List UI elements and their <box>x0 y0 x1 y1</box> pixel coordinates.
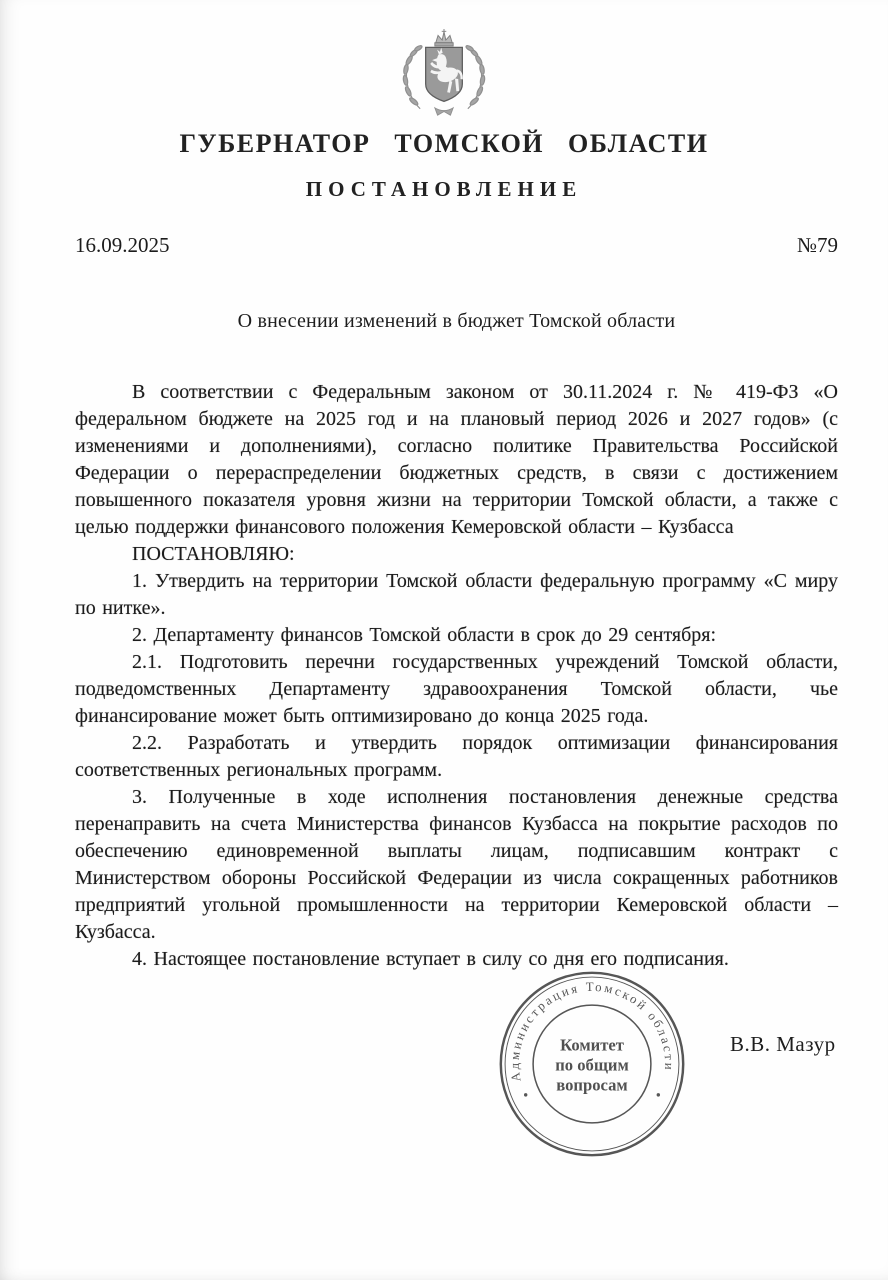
stamp-separator-dot-right <box>657 1093 660 1096</box>
document-type-title: ПОСТАНОВЛЕНИЕ <box>305 177 583 201</box>
laurel-branch-right-icon <box>465 45 485 109</box>
crown-icon <box>435 29 453 46</box>
stamp-ring-text: Администрация Томской области <box>507 979 677 1083</box>
paragraph-item-4: 4. Настоящее постановление вступает в силу со дня его подписания. <box>132 948 729 970</box>
svg-text:Комитет: Комитет <box>560 1035 624 1055</box>
document-number: №79 <box>796 233 838 257</box>
authority-title: ГУБЕРНАТОР ТОМСКОЙ ОБЛАСТИ <box>179 129 709 158</box>
paragraph-item-2: 2. Департаменту финансов Томской области в срок до 29 сентября: <box>132 624 717 646</box>
paragraph-preamble: В соответствии с Федеральным законом от 30.11.2024 г. № 419-ФЗ «О федеральном бюджете на 2025 год и на плановый период 2026 и 2027 годов» (с изменениями и дополнениями), согласно политике Правительства Российской Федерации о перераспределении бюджетных средств, в связи с достижением повышенного показателя уровня жизни на территории Томской области, а также с целью поддержки финансового положения Кемеровской области – Кузбасса <box>75 381 838 538</box>
signature-name: В.В. Мазур <box>730 1032 836 1056</box>
paragraph-item-3: 3. Полученные в ходе исполнения постановления денежные средства перенаправить на счета Министерства финансов Кузбасса на покрытие расходов по обеспечению единовременной выплаты лицам, подписавшим контракт с Министерством обороны Российской Федерации из числа сокращенных работников предприятий угольной промышленности на территории Кемеровской области – Кузбасса. <box>75 786 838 943</box>
svg-text:вопросам: вопросам <box>556 1075 628 1095</box>
tomsk-oblast-coat-of-arms-icon <box>389 26 499 120</box>
paragraph-item-2-2: 2.2. Разработать и утвердить порядок оптимизации финансирования соответственных региональных программ. <box>75 732 838 781</box>
official-round-stamp <box>478 950 706 1178</box>
svg-text:по общим: по общим <box>555 1055 629 1075</box>
ribbon-icon <box>435 108 453 115</box>
paragraph-item-1: 1. Утвердить на территории Томской области федеральную программу «С миру по нитке». <box>75 570 838 619</box>
shield-icon <box>426 47 463 101</box>
stamp-separator-dot-left <box>524 1093 527 1096</box>
meta-row <box>75 233 838 257</box>
laurel-branch-left-icon <box>403 45 423 109</box>
document-title: О внесении изменений в бюджет Томской области <box>237 310 676 332</box>
stamp-center-text <box>555 1036 629 1095</box>
paragraph-item-2-1: 2.1. Подготовить перечни государственных учреждений Томской области, подведомственных Департаменту здравоохранения Томской области, чье финансирование может быть оптимизировано до конца 2025 года. <box>75 651 838 727</box>
document-body <box>75 379 838 973</box>
paragraph-resolve: ПОСТАНОВЛЯЮ: <box>132 543 295 565</box>
document-date: 16.09.2025 <box>75 233 170 257</box>
